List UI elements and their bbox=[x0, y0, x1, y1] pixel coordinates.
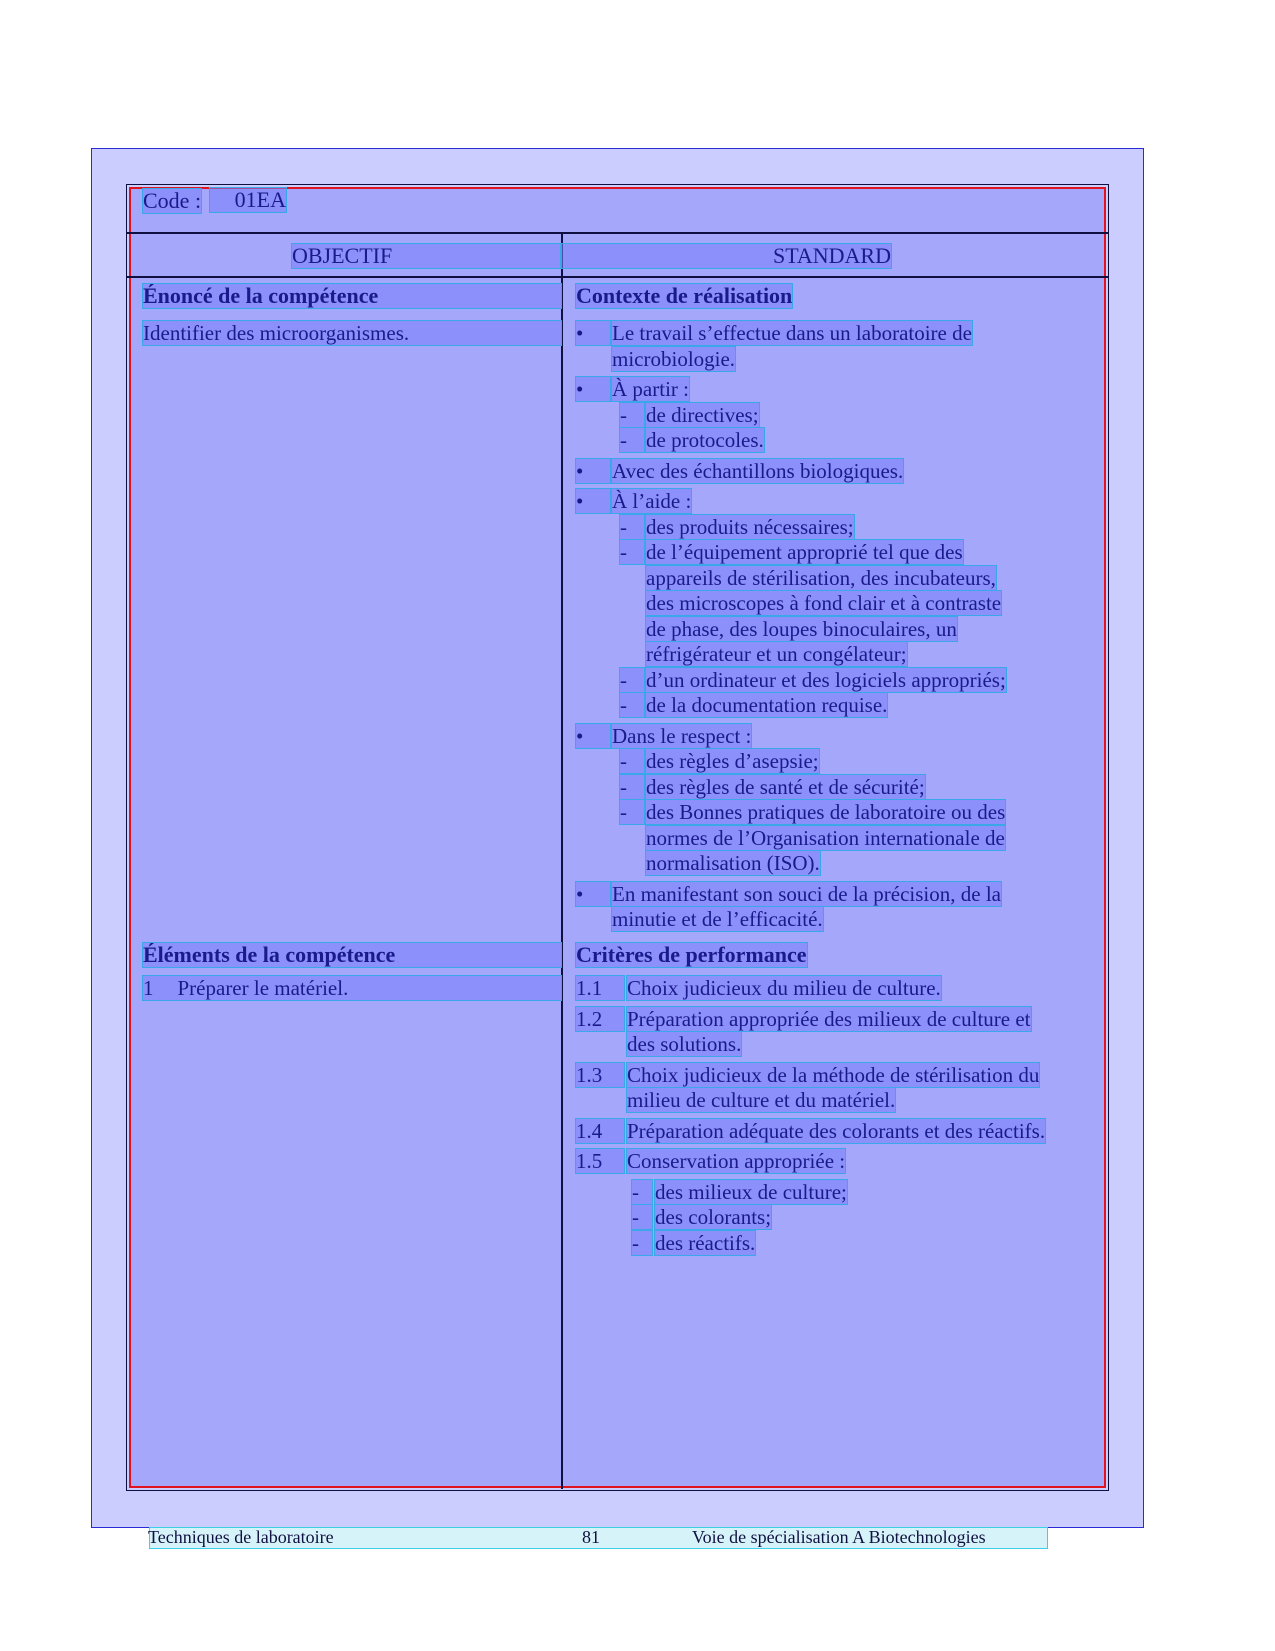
context-line: réfrigérateur et un congélateur; bbox=[646, 642, 907, 666]
criterion-number: 1.4 bbox=[576, 1119, 624, 1143]
criterion-line: Choix judicieux du milieu de culture. bbox=[627, 976, 941, 1000]
enonce-text: Identifier des microorganismes. bbox=[143, 321, 561, 345]
element-1-row bbox=[143, 976, 561, 1000]
element-1-text: Préparer le matériel. bbox=[177, 976, 349, 1000]
context-line: de phase, des loupes binoculaires, un bbox=[646, 616, 957, 641]
footer-left: Techniques de laboratoire bbox=[148, 1527, 334, 1547]
context-line: minutie et de l’efficacité. bbox=[612, 907, 823, 931]
bullet-glyph: • bbox=[576, 882, 610, 906]
criterion-line: milieu de culture et du matériel. bbox=[627, 1088, 896, 1112]
context-line: Avec des échantillons biologiques. bbox=[612, 458, 904, 483]
context-line: des Bonnes pratiques de laboratoire ou des bbox=[646, 800, 1006, 824]
context-line: À partir : bbox=[612, 377, 689, 401]
bullet-glyph: • bbox=[576, 321, 610, 345]
context-line: des règles de santé et de sécurité; bbox=[646, 774, 925, 799]
context-line: de directives; bbox=[646, 402, 759, 427]
bullet-glyph: • bbox=[576, 724, 610, 748]
rule-under-code bbox=[127, 232, 1108, 234]
dash-glyph: - bbox=[620, 668, 644, 692]
context-line: appareils de stérilisation, des incubateurs, bbox=[646, 565, 996, 590]
dash-glyph: - bbox=[632, 1231, 652, 1255]
context-line: En manifestant son souci de la précision, de la bbox=[612, 881, 1001, 906]
criterion-sub-line: des réactifs. bbox=[655, 1230, 756, 1255]
criteria-title: Critères de performance bbox=[576, 942, 807, 967]
criterion-line: Préparation adéquate des colorants et des réactifs. bbox=[627, 1118, 1046, 1143]
dash-glyph: - bbox=[632, 1205, 652, 1229]
context-line: microbiologie. bbox=[612, 346, 736, 371]
context-line: de la documentation requise. bbox=[646, 693, 888, 717]
context-line: des produits nécessaires; bbox=[646, 514, 854, 539]
criterion-sub-line: des milieux de culture; bbox=[655, 1179, 847, 1204]
dash-glyph: - bbox=[620, 749, 644, 773]
dash-glyph: - bbox=[620, 693, 644, 717]
context-line: À l’aide : bbox=[612, 489, 692, 513]
criterion-number: 1.5 bbox=[576, 1149, 624, 1173]
bullet-glyph: • bbox=[576, 459, 610, 483]
elements-title: Éléments de la compétence bbox=[143, 943, 561, 967]
dash-glyph: - bbox=[620, 428, 644, 452]
code-label: Code : bbox=[143, 188, 202, 213]
context-line: de protocoles. bbox=[646, 428, 764, 452]
criterion-number: 1.3 bbox=[576, 1063, 624, 1087]
criterion-sub-line: des colorants; bbox=[655, 1205, 772, 1229]
context-line: d’un ordinateur et des logiciels appropriés; bbox=[646, 667, 1006, 692]
criterion-number: 1.1 bbox=[576, 976, 624, 1000]
bullet-glyph: • bbox=[576, 489, 610, 513]
criterion-number: 1.2 bbox=[576, 1007, 624, 1031]
context-line: normes de l’Organisation internationale de bbox=[646, 825, 1005, 850]
rule-under-headers bbox=[127, 276, 1108, 278]
criterion-line: des solutions. bbox=[627, 1032, 742, 1056]
context-line: normalisation (ISO). bbox=[646, 851, 820, 875]
criterion-line: Choix judicieux de la méthode de stérilisation du bbox=[627, 1062, 1040, 1087]
context-line: des microscopes à fond clair et à contraste bbox=[646, 591, 1002, 615]
enonce-title: Énoncé de la compétence bbox=[143, 284, 561, 308]
criterion-line: Conservation appropriée : bbox=[627, 1149, 846, 1173]
context-line: Dans le respect : bbox=[612, 723, 752, 748]
footer-page-number: 81 bbox=[582, 1527, 600, 1547]
dash-glyph: - bbox=[620, 515, 644, 539]
header-standard: STANDARD bbox=[561, 244, 891, 268]
context-line: de l’équipement approprié tel que des bbox=[646, 540, 963, 564]
footer-right: Voie de spécialisation A Biotechnologies bbox=[692, 1527, 986, 1547]
context-title: Contexte de réalisation bbox=[576, 283, 793, 308]
context-line: Le travail s’effectue dans un laboratoire de bbox=[612, 321, 972, 345]
context-line: des règles d’asepsie; bbox=[646, 749, 819, 773]
dash-glyph: - bbox=[620, 540, 644, 564]
dash-glyph: - bbox=[620, 775, 644, 799]
dash-glyph: - bbox=[632, 1180, 652, 1204]
dash-glyph: - bbox=[620, 403, 644, 427]
header-objectif: OBJECTIF bbox=[292, 244, 561, 268]
code-value: 01EA bbox=[210, 188, 286, 212]
element-1-number: 1 bbox=[143, 976, 154, 1000]
bullet-glyph: • bbox=[576, 377, 610, 401]
criterion-line: Préparation appropriée des milieux de culture et bbox=[627, 1006, 1031, 1031]
dash-glyph: - bbox=[620, 800, 644, 824]
column-divider bbox=[561, 234, 563, 1489]
